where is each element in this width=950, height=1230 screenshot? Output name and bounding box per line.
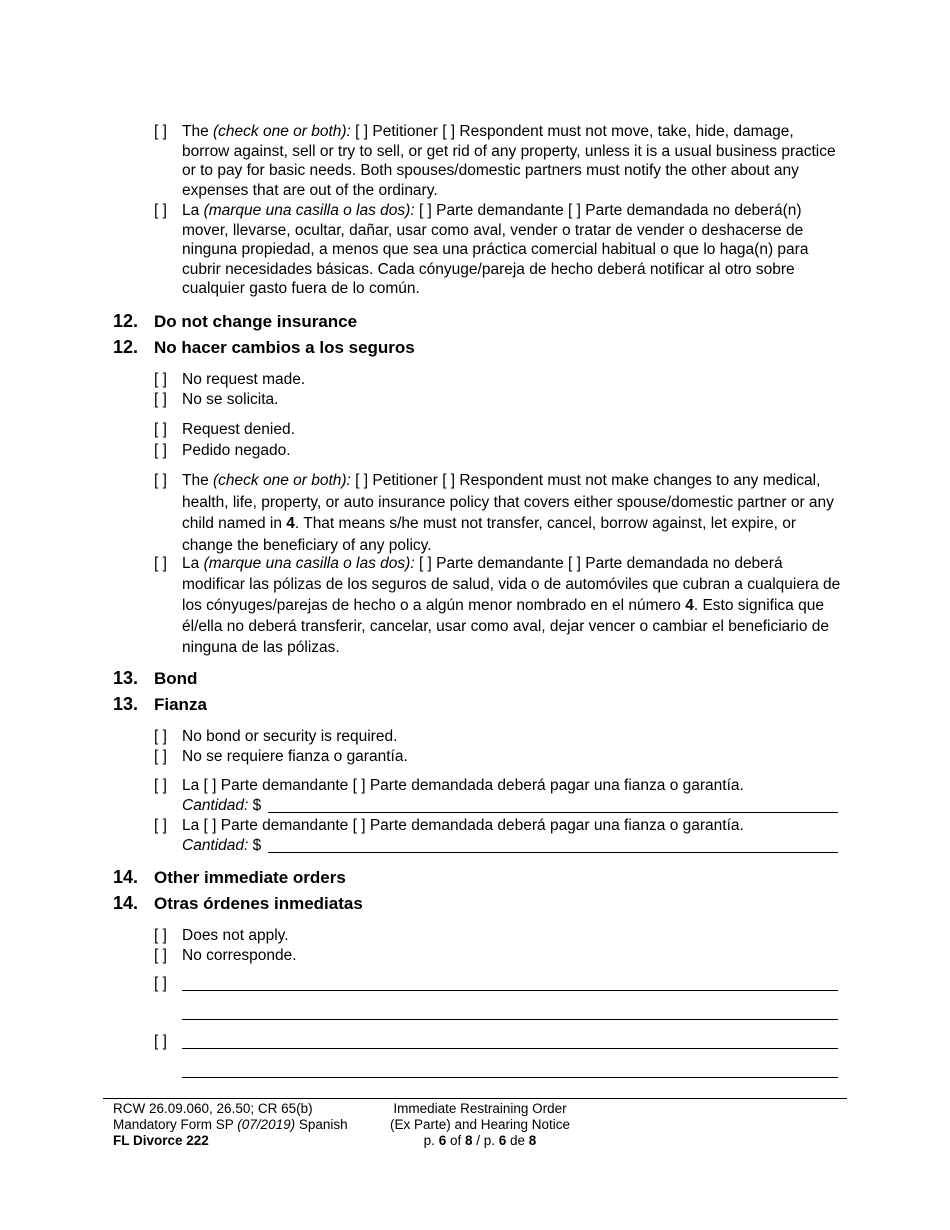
checkbox[interactable]: [ ] (154, 1033, 167, 1050)
other-order-2-line-1[interactable] (182, 1048, 838, 1049)
checkbox[interactable]: [ ] (154, 817, 167, 834)
checkbox[interactable]: [ ] (154, 728, 167, 745)
footer-form-id: FL Divorce 222 (113, 1133, 209, 1148)
option-denied-es: [ ] Pedido negado. (154, 442, 291, 459)
restrain-property-en: [ ] The (check one or both): [ ] Petitioner [ ] Respondent must not move, take, hide, damage, borrow against, sell or try to sell, or get rid of any property, unless it is a usual business practice or to pay for basic needs. Both spouses/domestic partners must notify the other about any expenses that are out of the ordinary. (154, 123, 836, 199)
section-14-heading-en: 14. Other immediate orders (113, 867, 346, 887)
other-order-1-line-1[interactable] (182, 990, 838, 991)
checkbox[interactable]: [ ] (154, 421, 167, 438)
option-denied-en: [ ] Request denied. (154, 421, 295, 438)
checkbox[interactable]: [ ] (154, 391, 167, 408)
other-order-1-line-2[interactable] (182, 1019, 838, 1020)
section-12-heading-es: 12. No hacer cambios a los seguros (113, 337, 415, 357)
footer-title-2: (Ex Parte) and Hearing Notice (389, 1117, 571, 1132)
checkbox[interactable]: [ ] (154, 202, 167, 219)
other-order-2-line-2[interactable] (182, 1077, 838, 1078)
footer-mandatory: Mandatory Form SP (07/2019) Spanish (113, 1117, 348, 1132)
footer-page: p. 6 of 8 / p. 6 de 8 (423, 1133, 537, 1148)
checkbox[interactable]: [ ] (154, 975, 167, 992)
restrain-property-es: [ ] La (marque una casilla o las dos): [ ] Parte demandante [ ] Parte demandada no deberá(n) mover, llevarse, ocultar, dañar, usar como aval, vender o tratar de vender o deshacerse de ninguna propiedad, a menos que sea una práctica comercial habitual o que lo haga(n) para cubrir necesidades básicas. Cada cónyuge/pareja de hecho deberá notificar al otro sobre cualquier gasto fuera de lo común. (154, 202, 809, 298)
checkbox[interactable]: [ ] (154, 927, 167, 944)
checkbox[interactable]: [ ] (154, 442, 167, 459)
section-12-heading-en: 12. Do not change insurance (113, 311, 358, 331)
footer-rcw: RCW 26.09.060, 26.50; CR 65(b) (113, 1101, 313, 1116)
option-not-apply-en: [ ] Does not apply. (154, 927, 289, 944)
checkbox[interactable]: [ ] (154, 555, 167, 572)
checkbox[interactable]: [ ] (154, 777, 167, 794)
amount-field-2[interactable] (268, 852, 838, 853)
footer-divider (103, 1098, 847, 1099)
footer-left (113, 1101, 348, 1149)
section-13-heading-en: 13. Bond (113, 668, 198, 688)
checkbox[interactable]: [ ] (154, 123, 167, 140)
section-14-heading-es: 14. Otras órdenes inmediatas (113, 893, 363, 913)
section-13-heading-es: 13. Fianza (113, 694, 207, 714)
checkbox[interactable]: [ ] (154, 472, 167, 489)
checkbox[interactable]: [ ] (154, 371, 167, 388)
checkbox[interactable]: [ ] (154, 748, 167, 765)
bond-order-2: [ ] La [ ] Parte demandante [ ] Parte demandada deberá pagar una fianza o garantía. Cantidad: $ (154, 817, 744, 854)
insurance-order-en: [ ] The (check one or both): [ ] Petitioner [ ] Respondent must not make changes to any medical, health, life, property, or auto insurance policy that covers either spouse/domestic partner or any child named in 4. That means s/he must not transfer, cancel, borrow against, let expire, or change the beneficiary of any policy. (154, 472, 834, 554)
option-no-bond-en: [ ] No bond or security is required. (154, 728, 398, 745)
option-no-request-es: [ ] No se solicita. (154, 391, 279, 408)
footer-title-1: Immediate Restraining Order (393, 1101, 567, 1116)
checkbox[interactable]: [ ] (154, 947, 167, 964)
bond-order-1: [ ] La [ ] Parte demandante [ ] Parte demandada deberá pagar una fianza o garantía. Cantidad: $ (154, 777, 744, 814)
option-no-bond-es: [ ] No se requiere fianza o garantía. (154, 748, 408, 765)
amount-field-1[interactable] (268, 812, 838, 813)
option-no-request-en: [ ] No request made. (154, 371, 306, 388)
footer-center (380, 1101, 580, 1149)
option-not-apply-es: [ ] No corresponde. (154, 947, 297, 964)
insurance-order-es: [ ] La (marque una casilla o las dos): [ ] Parte demandante [ ] Parte demandada no deberá modificar las pólizas de los seguros de salud, vida o de automóviles que cubran a cualquiera de los cónyuges/parejas de hecho o a algún menor nombrado en el número 4. Esto significa que él/ella no deberá transferir, cancelar, usar como aval, dejar vencer o cambiar el beneficiario de ninguna de las pólizas. (154, 555, 841, 656)
